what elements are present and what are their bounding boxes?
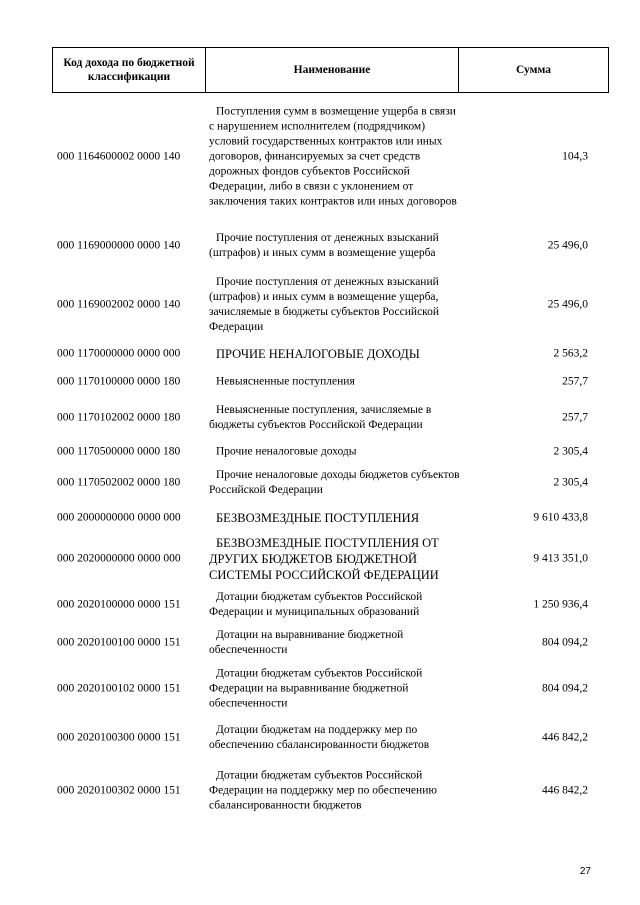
row-amount: 257,7: [562, 375, 588, 388]
row-amount: 446 842,2: [542, 784, 588, 797]
row-amount: 446 842,2: [542, 731, 588, 744]
row-name: ПРОЧИЕ НЕНАЛОГОВЫЕ ДОХОДЫ: [216, 347, 420, 361]
row-code: 000 2020000000 0000 000: [57, 552, 181, 565]
row-name: БЕЗВОЗМЕЗДНЫЕ ПОСТУПЛЕНИЯ: [216, 511, 420, 525]
row-code: 000 2020100102 0000 151: [57, 682, 181, 695]
row-name: БЕЗВОЗМЕЗДНЫЕ ПОСТУПЛЕНИЯ ОТ ДРУГИХ БЮДЖЕТОВ БЮДЖЕТНОЙ СИСТЕМЫ РОССИЙСКОЙ ФЕДЕРАЦИИ: [209, 536, 439, 582]
row-name: Прочие неналоговые доходы бюджетов субъектов Российской Федерации: [209, 469, 460, 496]
row-code: 000 2000000000 0000 000: [57, 511, 181, 524]
row-amount: 104,3: [562, 150, 588, 163]
row-code: 000 2020100300 0000 151: [57, 731, 181, 744]
row-amount: 2 305,4: [553, 476, 588, 489]
row-name: Невыясненные поступления: [216, 375, 355, 388]
row-code: 000 1170502002 0000 180: [57, 476, 181, 489]
row-name: Невыясненные поступления, зачисляемые в бюджеты субъектов Российской Федерации: [209, 404, 432, 431]
row-name: Поступления сумм в возмещение ущерба в связи с нарушением исполнителем (подрядчиком) условий государственных контрактов или иных договоров, финансируемых за счет средств дорожных фондов субъектов Российской Федерации, либо в связи с уклонением от заключения таких контрактов или иных договоров: [209, 105, 457, 208]
sum-column-header: Сумма: [459, 48, 609, 93]
row-amount: 25 496,0: [547, 298, 588, 311]
row-amount: 1 250 936,4: [533, 598, 588, 611]
row-amount: 804 094,2: [542, 636, 588, 649]
row-name: Дотации бюджетам субъектов Российской Федерации на выравнивание бюджетной обеспеченности: [209, 667, 423, 710]
row-amount: 2 305,4: [553, 445, 588, 458]
row-name: Прочие неналоговые доходы: [216, 445, 357, 458]
row-name: Прочие поступления от денежных взысканий (штрафов) и иных сумм в возмещение ущерба: [209, 232, 439, 259]
row-amount: 257,7: [562, 411, 588, 424]
row-amount: 25 496,0: [547, 239, 588, 252]
code-column-header: Код дохода по бюджетной классификации: [53, 48, 206, 93]
row-amount: 9 413 351,0: [533, 552, 588, 565]
row-name: Дотации бюджетам субъектов Российской Федерации и муниципальных образований: [209, 591, 423, 618]
row-code: 000 2020100302 0000 151: [57, 784, 181, 797]
row-code: 000 2020100100 0000 151: [57, 636, 181, 649]
page-number: 27: [579, 866, 591, 877]
table-header: [52, 47, 609, 93]
name-column-header: Наименование: [206, 48, 459, 93]
row-amount: 2 563,2: [553, 347, 588, 360]
row-code: 000 1170500000 0000 180: [57, 445, 181, 458]
header-row: [53, 48, 609, 93]
row-name: Дотации бюджетам на поддержку мер по обеспечению сбалансированности бюджетов: [209, 724, 430, 751]
row-code: 000 1170100000 0000 180: [57, 375, 181, 388]
row-code: 000 1164600002 0000 140: [57, 150, 181, 163]
row-amount: 9 610 433,8: [533, 511, 588, 524]
row-code: 000 1170102002 0000 180: [57, 411, 181, 424]
row-name: Прочие поступления от денежных взысканий (штрафов) и иных сумм в возмещение ущерба, зачисляемые в бюджеты субъектов Российской Федерации: [209, 276, 440, 333]
row-code: 000 1169000000 0000 140: [57, 239, 181, 252]
row-name: Дотации бюджетам субъектов Российской Федерации на поддержку мер по обеспечению сбалансированности бюджетов: [209, 769, 437, 812]
row-code: 000 1170000000 0000 000: [57, 347, 181, 360]
row-amount: 804 094,2: [542, 682, 588, 695]
row-code: 000 1169002002 0000 140: [57, 298, 181, 311]
row-code: 000 2020100000 0000 151: [57, 598, 181, 611]
row-name: Дотации на выравнивание бюджетной обеспеченности: [209, 629, 404, 656]
